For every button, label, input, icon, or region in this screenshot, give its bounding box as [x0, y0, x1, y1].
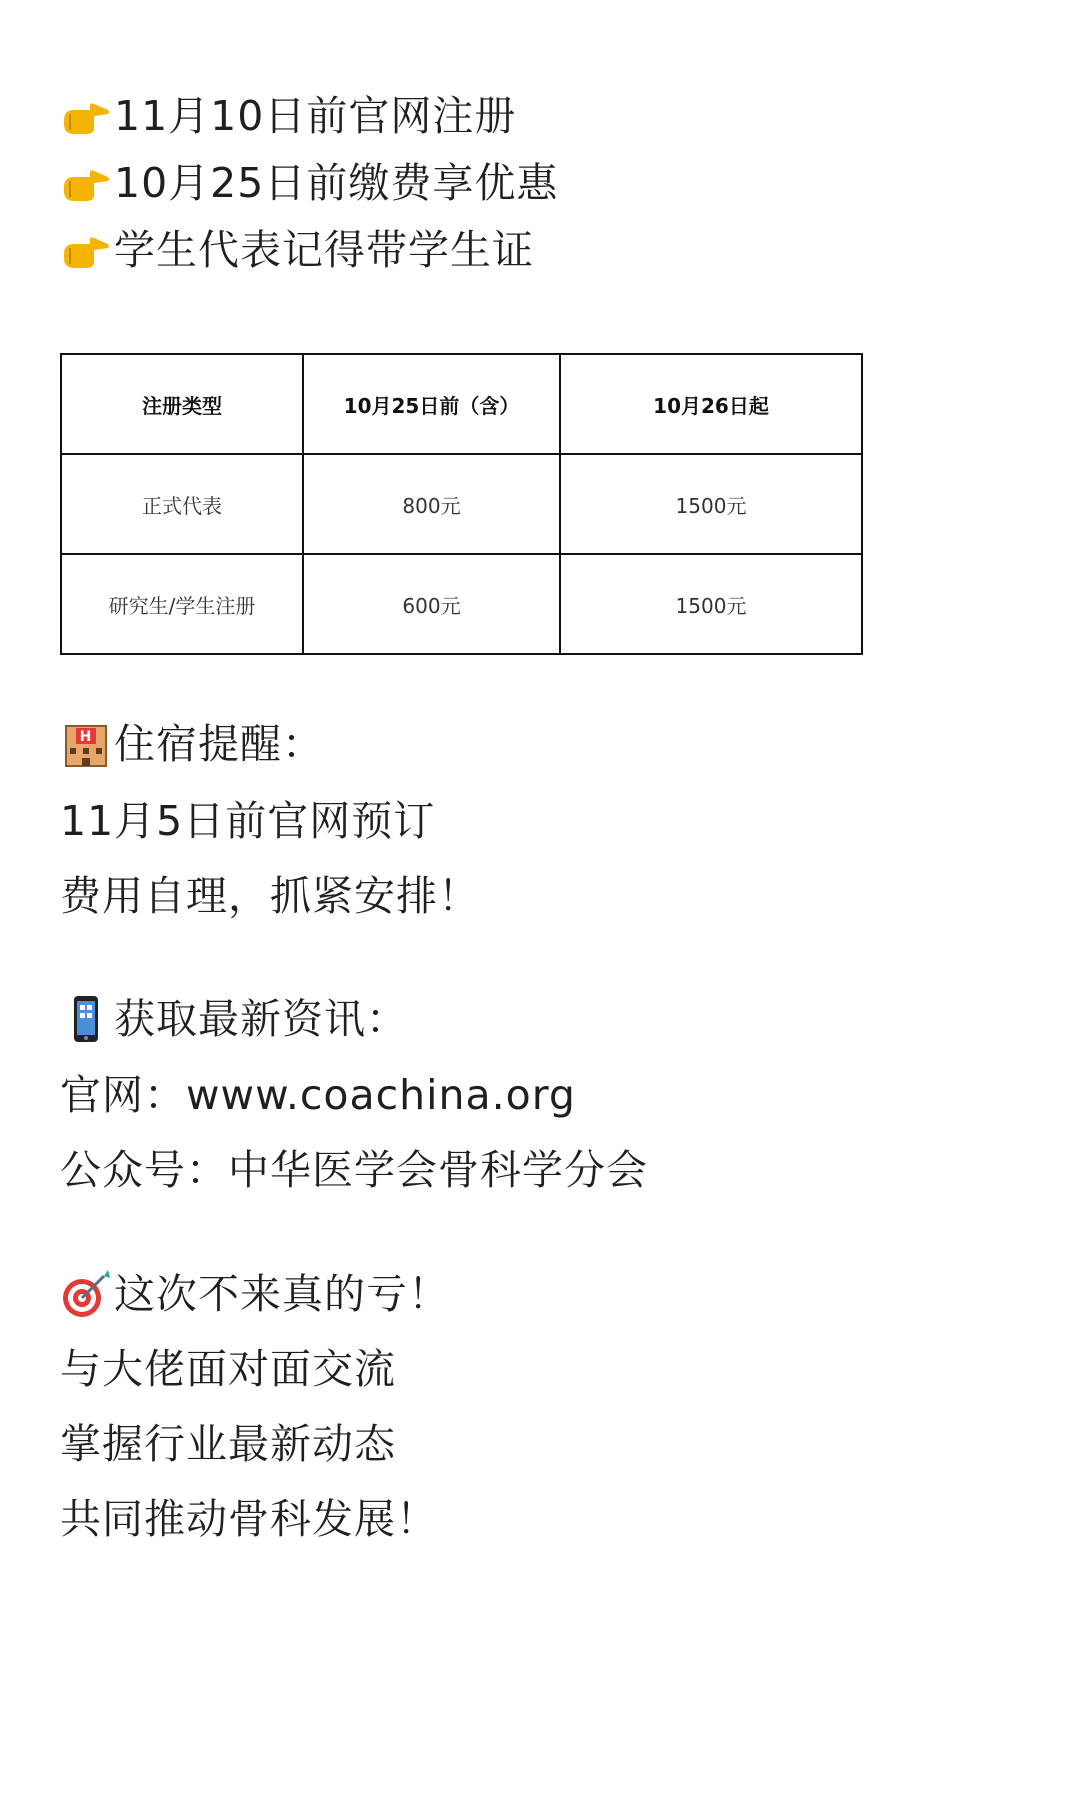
table-header-row	[61, 354, 862, 454]
wechat-line: 公众号：中华医学会骨科学分会	[60, 1146, 648, 1194]
table-cell: 1500元	[560, 454, 862, 554]
pointing-hand-icon	[60, 157, 112, 209]
table-row	[61, 454, 862, 554]
info-title	[60, 991, 408, 1047]
table-cell: 600元	[303, 554, 560, 654]
closing-line: 与大佬面对面交流	[60, 1345, 396, 1393]
closing-title-text: 这次不来真的亏！	[114, 1270, 450, 1318]
closing-line: 掌握行业最新动态	[60, 1420, 396, 1468]
note-text: 11月10日前官网注册	[114, 92, 517, 140]
table-header-cell: 10月25日前（含）	[303, 354, 560, 454]
lodging-title	[60, 716, 324, 772]
info-title-text: 获取最新资讯：	[114, 995, 408, 1043]
pointing-hand-icon	[60, 90, 112, 142]
note-text: 10月25日前缴费享优惠	[114, 159, 559, 207]
target-dart-icon	[60, 1268, 112, 1320]
table-header-cell: 注册类型	[61, 354, 303, 454]
hotel-icon	[60, 718, 112, 770]
table-cell: 800元	[303, 454, 560, 554]
table-header-cell: 10月26日起	[560, 354, 862, 454]
table-cell: 正式代表	[61, 454, 303, 554]
table-cell: 1500元	[560, 554, 862, 654]
fee-table	[60, 353, 861, 653]
table-cell: 研究生/学生注册	[61, 554, 303, 654]
table-row	[61, 554, 862, 654]
closing-line: 共同推动骨科发展！	[60, 1495, 438, 1543]
lodging-title-text: 住宿提醒：	[114, 720, 324, 768]
note-register	[60, 88, 516, 144]
lodging-line: 11月5日前官网预订	[60, 797, 436, 845]
closing-title	[60, 1266, 450, 1322]
pointing-hand-icon	[60, 224, 112, 276]
note-discount	[60, 155, 558, 211]
note-student	[60, 222, 534, 278]
website-line: 官网：www.coachina.org	[60, 1071, 576, 1119]
note-text: 学生代表记得带学生证	[114, 226, 534, 274]
svg-text:H: H	[79, 729, 93, 745]
lodging-line: 费用自理，抓紧安排！	[60, 872, 480, 920]
mobile-phone-icon	[60, 993, 112, 1045]
